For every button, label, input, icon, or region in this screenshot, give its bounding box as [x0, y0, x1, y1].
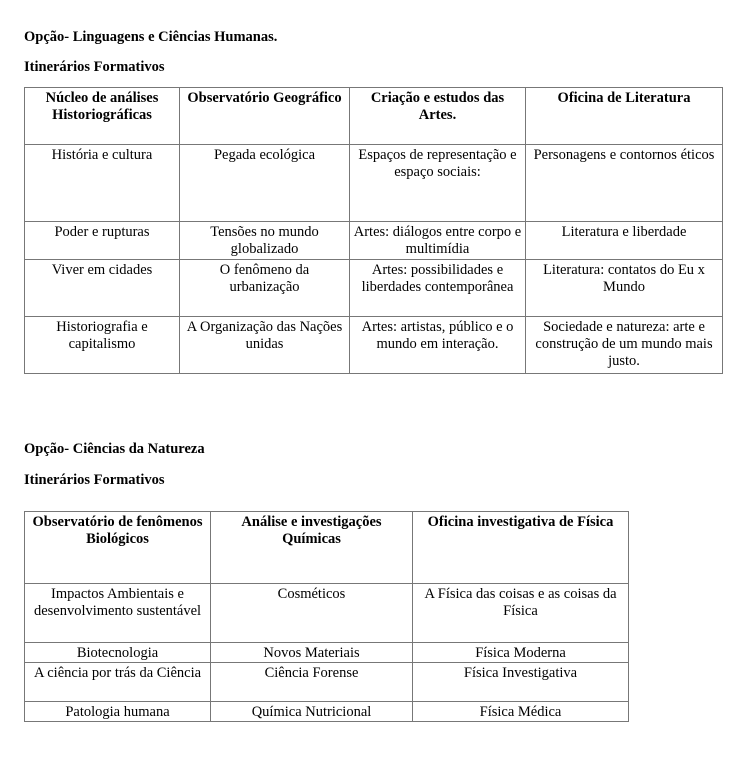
table-cell: A ciência por trás da Ciência [25, 663, 211, 702]
column-header: Análise e investigações Químicas [211, 512, 413, 584]
table-cell: Artes: possibilidades e liberdades contemporânea [350, 260, 526, 317]
table-cell: Artes: artistas, público e o mundo em interação. [350, 317, 526, 374]
table-cell: Sociedade e natureza: arte e construção de um mundo mais justo. [526, 317, 723, 374]
column-header: Oficina de Literatura [526, 88, 723, 145]
table-cell: Personagens e contornos éticos [526, 145, 723, 222]
table-cell: O fenômeno da urbanização [180, 260, 350, 317]
column-header: Observatório Geográfico [180, 88, 350, 145]
table-cell: Literatura e liberdade [526, 222, 723, 260]
table-cell: Biotecnologia [25, 643, 211, 663]
section-title: Opção- Ciências da Natureza [24, 441, 205, 457]
table-cell: Ciência Forense [211, 663, 413, 702]
table-row [25, 317, 723, 374]
table-cell: A Física das coisas e as coisas da Física [413, 584, 629, 643]
column-header: Oficina investigativa de Física [413, 512, 629, 584]
table-cell: Literatura: contatos do Eu x Mundo [526, 260, 723, 317]
section-title: Opção- Linguagens e Ciências Humanas. [24, 29, 278, 45]
table-cell: A Organização das Nações unidas [180, 317, 350, 374]
column-header: Criação e estudos das Artes. [350, 88, 526, 145]
itinerarios-table-natureza [24, 511, 629, 722]
table-cell: Espaços de representação e espaço sociais: [350, 145, 526, 222]
column-header: Núcleo de análises Historiográficas [25, 88, 180, 145]
table-cell: Novos Materiais [211, 643, 413, 663]
table-cell: Física Moderna [413, 643, 629, 663]
table-cell: Cosméticos [211, 584, 413, 643]
section-subtitle: Itinerários Formativos [24, 472, 165, 488]
table-row [25, 643, 629, 663]
table-cell: Artes: diálogos entre corpo e multimídia [350, 222, 526, 260]
table-cell: Historiografia e capitalismo [25, 317, 180, 374]
table-cell: Tensões no mundo globalizado [180, 222, 350, 260]
table-cell: Impactos Ambientais e desenvolvimento sustentável [25, 584, 211, 643]
section-subtitle: Itinerários Formativos [24, 59, 165, 75]
table-header-row [25, 88, 723, 145]
table-cell: Física Investigativa [413, 663, 629, 702]
table-row [25, 222, 723, 260]
itinerarios-table-linguagens [24, 87, 723, 374]
column-header: Observatório de fenômenos Biológicos [25, 512, 211, 584]
table-row [25, 260, 723, 317]
table-row [25, 663, 629, 702]
table-cell: Pegada ecológica [180, 145, 350, 222]
table-cell: Viver em cidades [25, 260, 180, 317]
table-cell: Poder e rupturas [25, 222, 180, 260]
table-cell: Química Nutricional [211, 702, 413, 722]
table-cell: Física Médica [413, 702, 629, 722]
table-row [25, 702, 629, 722]
table-cell: História e cultura [25, 145, 180, 222]
table-row [25, 584, 629, 643]
table-cell: Patologia humana [25, 702, 211, 722]
table-row [25, 145, 723, 222]
table-header-row [25, 512, 629, 584]
